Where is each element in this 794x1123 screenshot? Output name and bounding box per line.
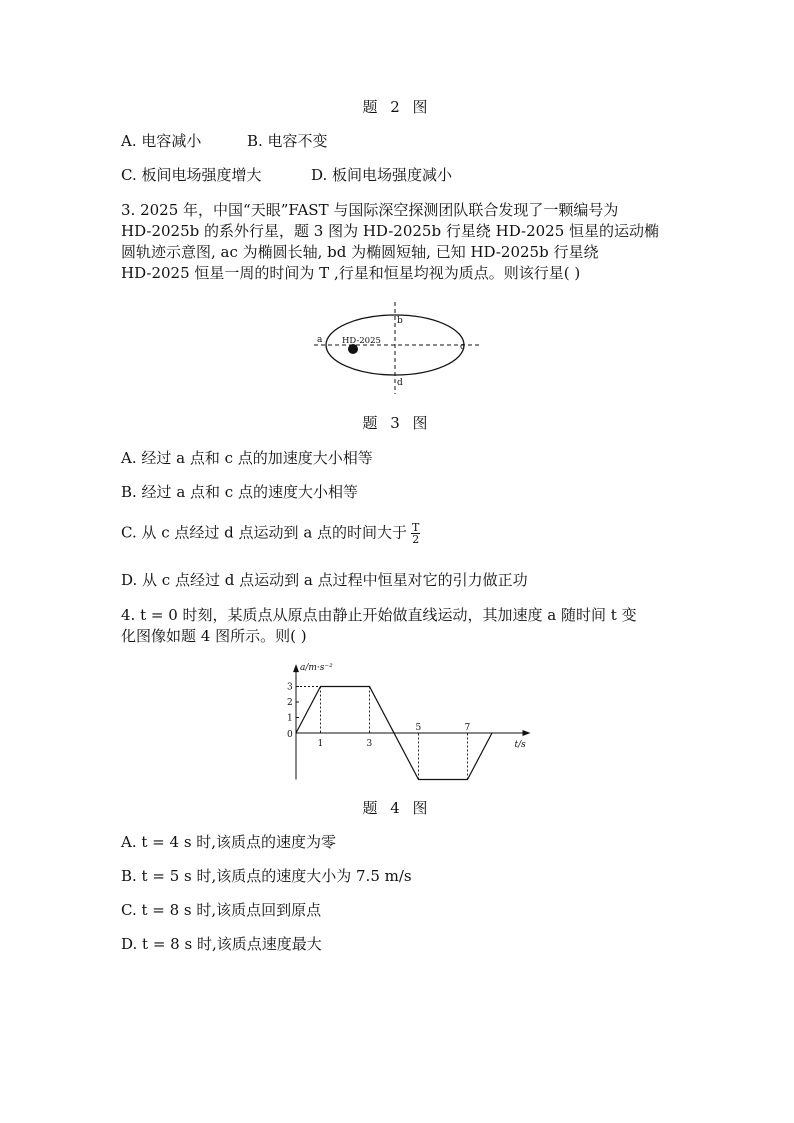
q4-option-b: B. t = 5 s 时,该质点的速度大小为 7.5 m/s bbox=[121, 867, 412, 885]
q2-option-d: D. 板间电场强度减小 bbox=[311, 166, 453, 184]
y-axis-label: a/m·s⁻² bbox=[300, 663, 333, 674]
fraction-denominator: 2 bbox=[412, 533, 420, 546]
y-tick-label: 1 bbox=[287, 713, 293, 724]
q2-option-a: A. 电容减小 bbox=[121, 132, 202, 150]
fig3-caption: 题 3 图 bbox=[362, 414, 432, 432]
x-tick-label: 7 bbox=[464, 723, 471, 733]
q3-option-d: D. 从 c 点经过 d 点运动到 a 点过程中恒星对它的引力做正功 bbox=[121, 571, 528, 589]
y-axis-arrow bbox=[293, 664, 299, 672]
fig4-caption: 题 4 图 bbox=[362, 799, 432, 817]
point-c-label: c bbox=[460, 342, 466, 352]
fraction-numerator: T bbox=[412, 521, 420, 534]
x-axis-label: t/s bbox=[514, 740, 526, 750]
origin-label: 0 bbox=[287, 730, 293, 740]
fraction-t-over-2 bbox=[411, 522, 420, 545]
x-tick-label: 1 bbox=[317, 739, 324, 749]
q3-option-b: B. 经过 a 点和 c 点的速度大小相等 bbox=[121, 483, 358, 501]
x-tick-label: 5 bbox=[415, 723, 422, 733]
q4-option-d: D. t = 8 s 时,该质点速度最大 bbox=[121, 935, 322, 953]
point-d-label: d bbox=[397, 378, 403, 388]
x-tick-label: 3 bbox=[366, 739, 373, 749]
q2-option-c: C. 板间电场强度增大 bbox=[121, 166, 262, 184]
q3-stem-line-1: 3. 2025 年，中国“天眼”FAST 与国际深空探测团队联合发现了一颗编号为 bbox=[121, 201, 619, 219]
q3-option-c bbox=[121, 522, 420, 545]
q4-stem-line-1: 4. t = 0 时刻，某质点从原点由静止开始做直线运动，其加速度 a 随时间 t 变 bbox=[121, 606, 637, 624]
q2-option-b: B. 电容不变 bbox=[247, 132, 328, 150]
acceleration-time-chart bbox=[280, 663, 526, 786]
q4-stem-line-2: 化图像如题 4 图所示。则( ) bbox=[121, 627, 307, 645]
point-b-label: b bbox=[397, 316, 403, 326]
q3-option-a: A. 经过 a 点和 c 点的加速度大小相等 bbox=[121, 449, 373, 467]
x-axis-arrow bbox=[523, 730, 531, 736]
star-label: HD-2025 bbox=[342, 336, 381, 346]
q4-option-a: A. t = 4 s 时,该质点的速度为零 bbox=[121, 833, 337, 851]
point-a-label: a bbox=[317, 335, 323, 345]
q3-stem-line-2: HD-2025b 的系外行星，题 3 图为 HD-2025b 行星绕 HD-2025 恒星的运动椭 bbox=[121, 222, 660, 240]
q3-option-c-text: C. 从 c 点经过 d 点运动到 a 点的时间大于 bbox=[121, 523, 408, 542]
y-tick-label: 3 bbox=[287, 682, 293, 693]
y-tick-label: 2 bbox=[287, 698, 293, 708]
q3-stem-line-4: HD-2025 恒星一周的时间为 T ,行星和恒星均视为质点。则该行星( ) bbox=[121, 264, 581, 282]
q4-option-c: C. t = 8 s 时,该质点回到原点 bbox=[121, 901, 322, 919]
orbit-diagram bbox=[300, 300, 500, 400]
fig2-caption: 题 2 图 bbox=[362, 98, 432, 116]
q3-stem-line-3: 圆轨迹示意图, ac 为椭圆长轴, bd 为椭圆短轴, 已知 HD-2025b 行星绕 bbox=[121, 243, 599, 261]
